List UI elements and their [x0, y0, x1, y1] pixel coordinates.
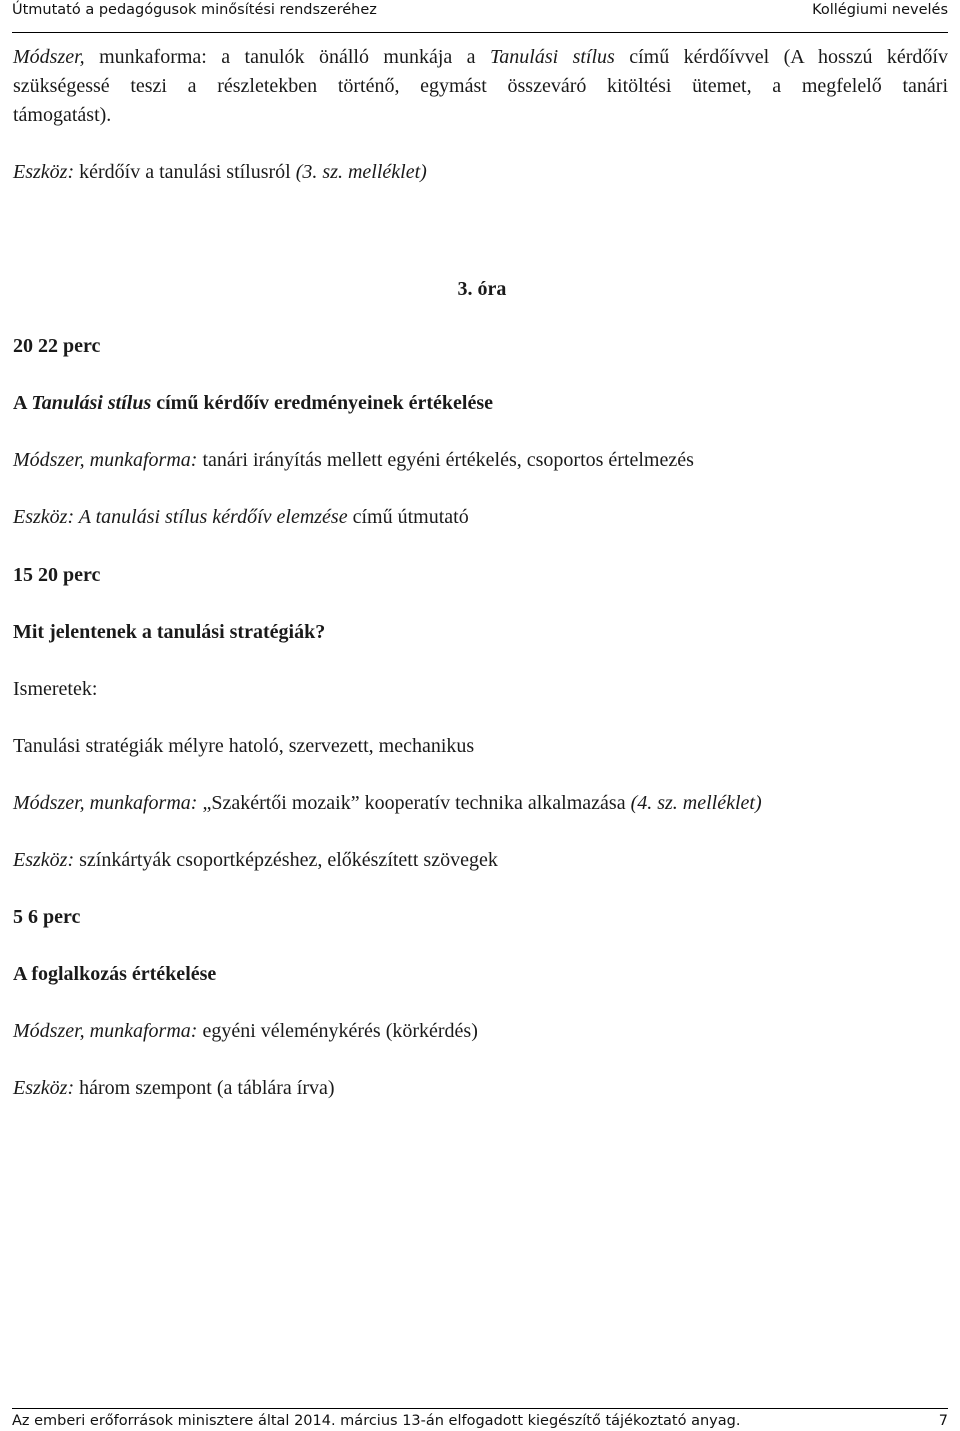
sec2-title: Mit jelentenek a tanulási stratégiák?: [13, 621, 326, 643]
sec3-title: A foglalkozás értékelése: [13, 963, 217, 985]
sec2-tool-label: Eszköz:: [13, 849, 75, 871]
sec3-tool-label: Eszköz:: [13, 1077, 75, 1099]
sec3-method-label: Módszer, munkaforma:: [13, 1020, 198, 1042]
sec3-time: 5 6 perc: [13, 906, 81, 928]
page-footer: [12, 1408, 948, 1431]
sec3-tool-text: három szempont (a táblára írva): [74, 1077, 335, 1099]
sec1-title-italic: Tanulási stílus: [31, 392, 152, 414]
lesson-title: 3. óra: [457, 278, 507, 300]
sec2-tool-text: színkártyák csoportképzéshez, előkészített szövegek: [74, 849, 498, 871]
sec1-time: 20 22 perc: [13, 335, 101, 357]
sec3-method: [13, 1017, 478, 1045]
sec2-method: [13, 789, 762, 817]
sec1-tool: [13, 503, 469, 531]
sec1-tool-text: című útmutató: [347, 506, 469, 528]
intro-tool-ref: (3. sz. melléklet): [295, 161, 427, 183]
intro-method-line3: támogatást).: [13, 104, 112, 126]
sec1-tool-label: Eszköz: A tanulási stílus kérdőív elemzése: [13, 506, 348, 528]
sec2-method-ref: (4. sz. melléklet): [630, 792, 762, 814]
sec2-time: 15 20 perc: [13, 564, 101, 586]
sec3-tool: [13, 1074, 335, 1102]
sec2-method-label: Módszer, munkaforma:: [13, 792, 198, 814]
sec1-title-rest: című kérdőív eredményeinek értékelése: [151, 392, 494, 414]
intro-tool-label: Eszköz:: [13, 161, 75, 183]
intro-method-text: munkaforma: a tanulók önálló munkája a: [84, 46, 490, 68]
sec2-knowledge-text: Tanulási stratégiák mélyre hatoló, szervezett, mechanikus: [13, 735, 475, 757]
intro-method-line1: [13, 43, 948, 71]
intro-method-end: című kérdőívvel (A hosszú kérdőív: [614, 46, 948, 68]
sec1-title: [13, 389, 493, 417]
intro-method-label: Módszer,: [13, 46, 85, 68]
intro-tool-text: kérdőív a tanulási stílusról: [74, 161, 296, 183]
footer-note: Az emberi erőforrások minisztere által 2014. március 13-án elfogadott kiegészítő tájékoztató anyag.: [12, 1413, 741, 1429]
intro-method-italic: Tanulási stílus: [489, 46, 615, 68]
sec2-tool: [13, 846, 498, 874]
header-title: Útmutató a pedagógusok minősítési rendszeréhez: [12, 2, 377, 18]
sec1-method: [13, 446, 694, 474]
sec1-title-a: A: [13, 392, 32, 414]
sec2-method-text: „Szakértői mozaik” kooperatív technika alkalmazása: [197, 792, 631, 814]
page-number: 7: [938, 1413, 948, 1429]
page-header: [12, 0, 948, 33]
intro-method-line2: szükségessé teszi a részletekben történő, egymást összeváró kitöltési ütemet, a megfelelő tanári: [13, 75, 948, 97]
sec1-method-text: tanári irányítás mellett egyéni értékelés, csoportos értelmezés: [197, 449, 694, 471]
sec1-method-label: Módszer, munkaforma:: [13, 449, 198, 471]
sec2-knowledge-label: Ismeretek:: [13, 678, 98, 700]
header-section: Kollégiumi nevelés: [812, 2, 948, 18]
intro-tool: [13, 158, 427, 186]
sec3-method-text: egyéni véleménykérés (körkérdés): [197, 1020, 478, 1042]
